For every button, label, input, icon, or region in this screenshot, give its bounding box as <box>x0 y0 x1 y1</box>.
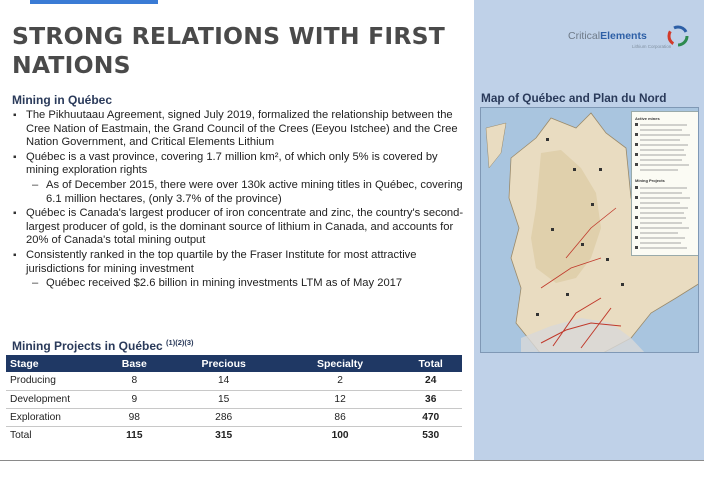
cell-precious: 286 <box>167 408 281 426</box>
table-row <box>6 372 462 390</box>
cell-stage: Exploration <box>6 408 102 426</box>
projects-heading-text: Mining Projects in Québec <box>12 339 163 353</box>
bullet-pikhuutaau: ▪ The Pikhuutaau Agreement, signed July 2019, formalized the relationship between the Cree Nation of Eastmain, the Grand Council of the Crees (Eeyou Istchee) and the Cree Nation Government, and Critical Elements Lithium <box>12 109 470 150</box>
column-header-specialty: Specialty <box>281 355 400 372</box>
cell-specialty: 86 <box>281 408 400 426</box>
cell-specialty: 100 <box>331 429 349 441</box>
map-legend-graphic <box>632 112 699 257</box>
cell-total: 530 <box>422 429 440 441</box>
cell-specialty: 2 <box>281 372 400 390</box>
table-header-row <box>6 355 462 372</box>
projects-footnotes: (1)(2)(3) <box>166 338 194 347</box>
projects-heading <box>12 338 194 353</box>
column-header-precious: Precious <box>167 355 281 372</box>
quebec-map <box>480 107 699 353</box>
mining-bullet-list <box>12 109 470 292</box>
logo-ring-icon <box>666 24 690 48</box>
cell-specialty: 12 <box>281 390 400 408</box>
slide-title: STRONG RELATIONS WITH FIRST NATIONS <box>12 22 445 79</box>
cell-stage: Total <box>10 429 32 441</box>
logo-word-elements: Elements <box>600 30 647 42</box>
cell-base: 98 <box>102 408 167 426</box>
legend-heading-mining-projects: Mining Projects <box>635 178 665 183</box>
cell-total: 24 <box>399 372 462 390</box>
logo-word-critical: Critical <box>568 30 601 42</box>
bullet-producer-ranking: ▪ Québec is Canada's largest producer of iron concentrate and zinc, the country's second-largest producer of gold, is the dominant source of lithium in Canada, and accounts for 20% of Canada's total mining output <box>12 207 470 248</box>
sub-bullet-investments: – Québec received $2.6 billion in mining investments LTM as of May 2017 <box>12 277 470 291</box>
mining-projects-table <box>6 355 462 444</box>
cell-precious: 14 <box>167 372 281 390</box>
mining-section-heading: Mining in Québec <box>12 93 113 107</box>
column-header-total: Total <box>399 355 462 372</box>
column-header-stage: Stage <box>6 355 102 372</box>
column-header-base: Base <box>102 355 167 372</box>
cell-base: 8 <box>102 372 167 390</box>
logo-wordmark <box>568 30 647 42</box>
cell-stage: Producing <box>6 372 102 390</box>
bullet-fraser-institute: ▪ Consistently ranked in the top quartile by the Fraser Institute for most attractive jurisdictions for mining investment <box>12 249 470 276</box>
cell-base: 115 <box>126 429 143 441</box>
map-legend <box>631 111 699 256</box>
cell-precious: 15 <box>167 390 281 408</box>
table-total-row <box>6 426 462 444</box>
cell-precious: 315 <box>215 429 233 441</box>
map-title: Map of Québec and Plan du Nord <box>481 91 667 105</box>
logo-subtitle: Lithium Corporation <box>632 44 672 49</box>
company-logo <box>568 24 688 50</box>
cell-stage: Development <box>6 390 102 408</box>
sub-bullet-mining-titles: – As of December 2015, there were over 130k active mining titles in Québec, covering 6.1 million hectares, (only 3.7% of the province) <box>12 179 470 206</box>
bullet-province-size: ▪ Québec is a vast province, covering 1.7 million km², of which only 5% is covered by mining exploration rights <box>12 151 470 178</box>
cell-total: 470 <box>399 408 462 426</box>
cell-total: 36 <box>399 390 462 408</box>
table-row <box>6 390 462 408</box>
top-accent-bar <box>30 0 158 4</box>
table-row <box>6 408 462 426</box>
footer-divider <box>0 460 704 461</box>
cell-base: 9 <box>102 390 167 408</box>
legend-heading-active-mines: Active mines <box>635 116 660 121</box>
